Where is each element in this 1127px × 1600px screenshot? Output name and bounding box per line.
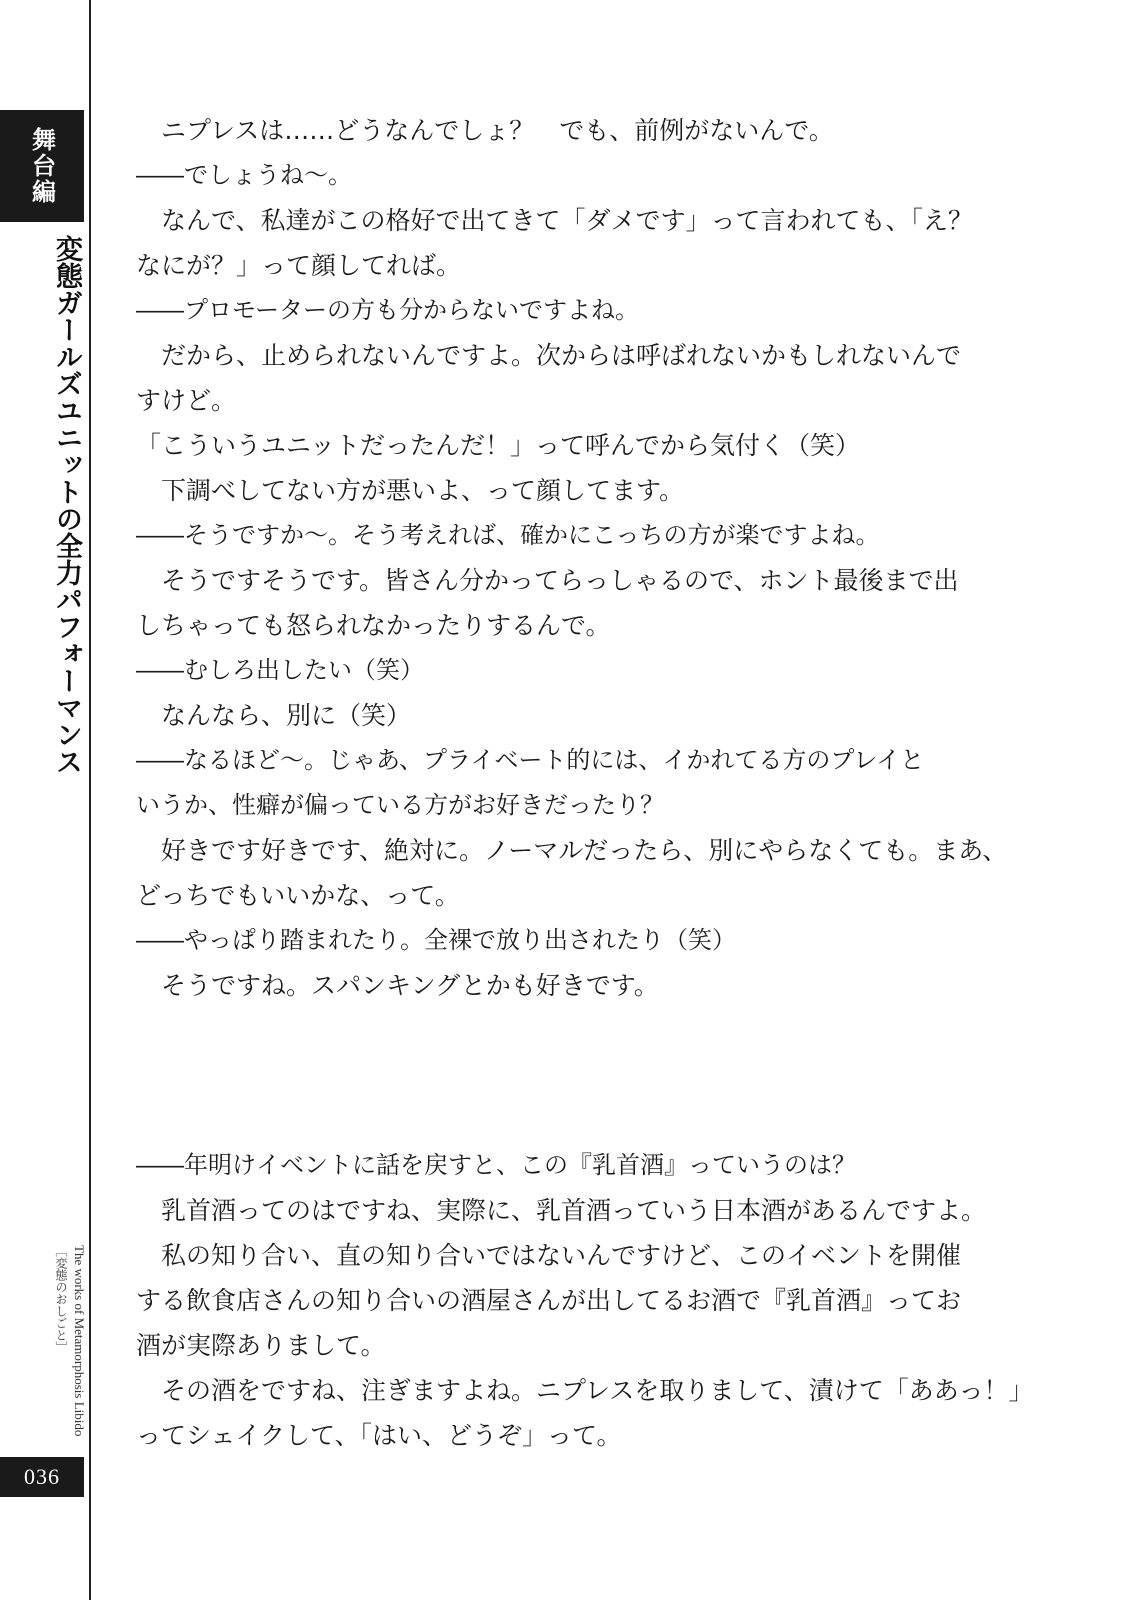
answer-line: なんで、私達がこの格好で出てきて「ダメです」って言われても、「え？ <box>161 206 974 235</box>
question-line: ――プロモーターの方も分からないですよね。 <box>136 296 640 324</box>
answer-line: 「こういうユニットだったんだ！」って呼んでから気付く（笑） <box>136 431 861 460</box>
question-line: ――でしょうね～。 <box>136 161 352 189</box>
answer-line: そうですね。スパンキングとかも好きです。 <box>161 971 659 1000</box>
answer-line: なんなら、別に（笑） <box>161 701 412 730</box>
question-line: ――そうですか～。そう考えれば、確かにこっちの方が楽ですよね。 <box>136 521 880 549</box>
question-line: ――なるほど～。じゃあ、プライベート的には、イかれてる方のプレイと <box>136 746 925 774</box>
answer-line: 乳首酒ってのはですね、実際に、乳首酒っていう日本酒があるんですよ。 <box>161 1196 987 1225</box>
answer-line: 好きです好きです、絶対に。ノーマルだったら、別にやらなくても。まあ、 <box>161 836 1008 865</box>
sidebar-divider <box>89 0 91 1600</box>
answer-line: する飲食店さんの知り合いの酒屋さんが出してるお酒で『乳首酒』ってお <box>136 1286 962 1315</box>
question-line: いうか、性癖が偏っている方がお好きだったり？ <box>136 791 664 819</box>
chapter-title: 変態ガールズユニットの全力パフォーマンス <box>51 235 82 775</box>
answer-line: なにが？」って顔してれば。 <box>136 251 462 280</box>
body-text <box>136 108 1034 1458</box>
answer-line: そうですそうです。皆さん分かってらっしゃるので、ホント最後まで出 <box>161 566 959 595</box>
answer-line: ニプレスは……どうなんでしょ？ でも、前例がないんで。 <box>161 116 834 145</box>
section-gap <box>136 1008 996 1143</box>
answer-line: 私の知り合い、直の知り合いではないんですけど、このイベントを開催 <box>161 1241 962 1270</box>
page-number: 036 <box>0 1457 84 1497</box>
answer-line: 酒が実際ありまして。 <box>136 1331 386 1360</box>
section-tab <box>0 110 84 222</box>
book-title-english: The works of Metamorphosis Libido <box>72 1245 87 1437</box>
question-line: ――むしろ出したい（笑） <box>136 656 424 684</box>
answer-line: ってシェイクして、「はい、どうぞ」って。 <box>136 1421 622 1450</box>
answer-line: 下調べしてない方が悪いよ、って顔してます。 <box>161 476 685 505</box>
section-tab-label: 舞台編 <box>27 127 56 205</box>
answer-line: その酒をですね、注ぎますよね。ニプレスを取りまして、漬けて「ああっ！」 <box>161 1376 1034 1405</box>
question-line: ――やっぱり踏まれたり。全裸で放り出されたり（笑） <box>136 926 736 954</box>
question-line: ――年明けイベントに話を戻すと、この『乳首酒』っていうのは？ <box>136 1151 856 1179</box>
answer-line: どっちでもいいかな、って。 <box>136 881 460 910</box>
answer-line: しちゃっても怒られなかったりするんで。 <box>136 611 611 640</box>
answer-line: だから、止められないんですよ。次からは呼ばれないかもしれないんで <box>161 341 962 370</box>
book-title-japanese: ［変態のおしごと］ <box>54 1245 68 1353</box>
book-title <box>38 1245 88 1455</box>
answer-line: すけど。 <box>136 386 237 415</box>
